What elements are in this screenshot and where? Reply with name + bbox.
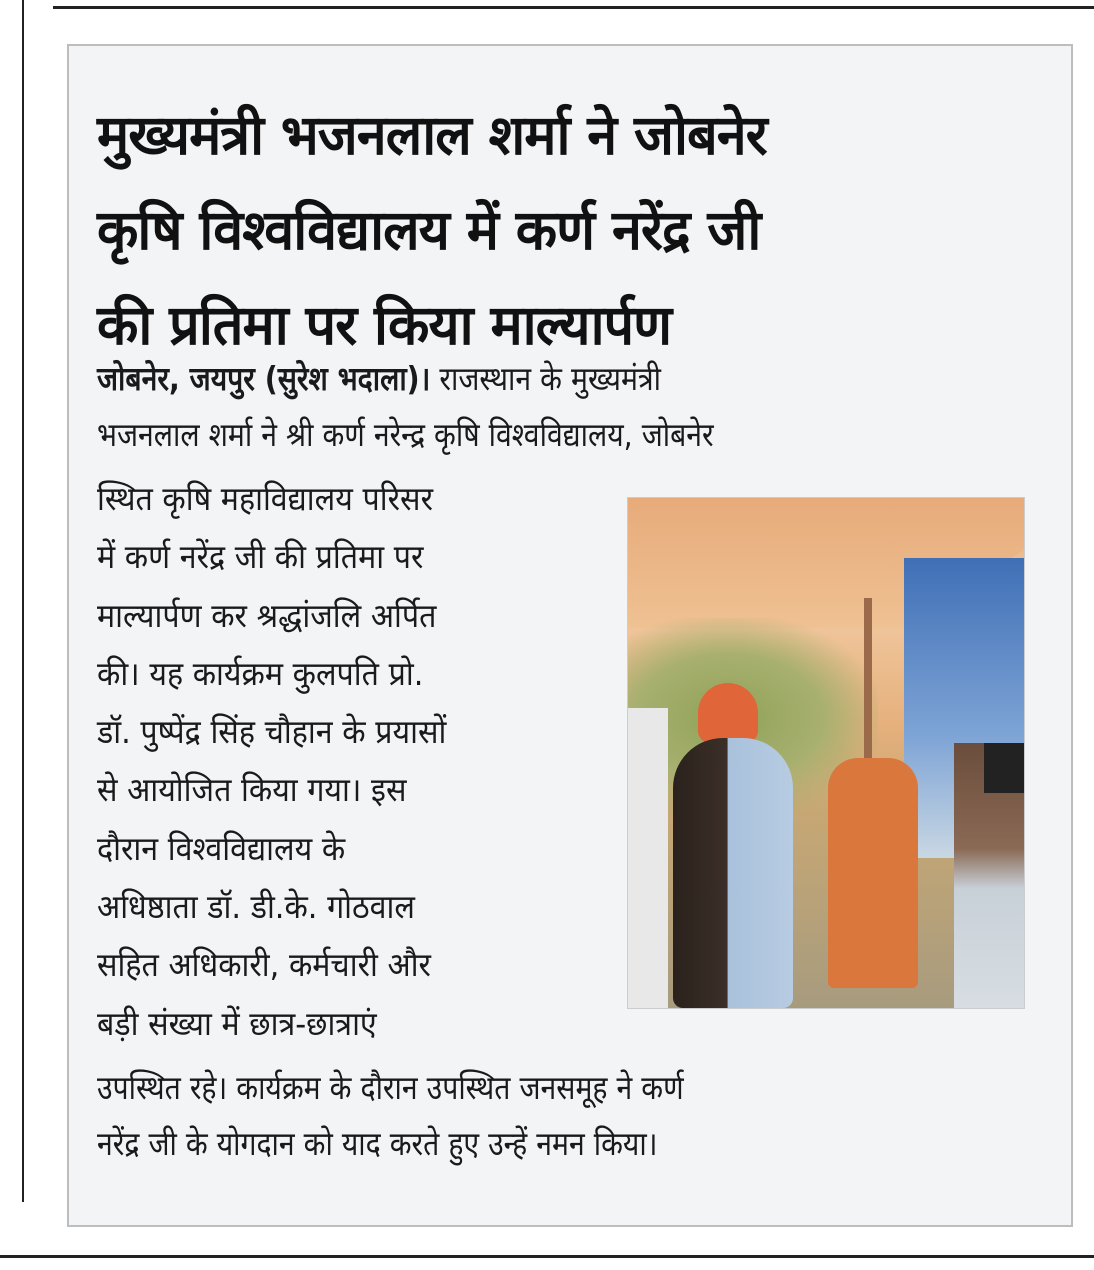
article-body-column	[97, 470, 602, 1053]
body-text: सहित अधिकारी, कर्मचारी और	[97, 945, 431, 985]
column-rule-bottom	[0, 1255, 1094, 1258]
intro-line: भजनलाल शर्मा ने श्री कर्ण नरेन्द्र कृषि विश्वविद्यालय, जोबनेर	[97, 415, 714, 454]
body-line	[97, 820, 601, 878]
body-text: दौरान विश्वविद्यालय के	[97, 828, 346, 868]
body-line	[97, 703, 601, 761]
body-line	[97, 528, 601, 586]
news-article	[67, 44, 1073, 1227]
body-text: में कर्ण नरेंद्र जी की प्रतिमा पर	[97, 537, 424, 577]
body-line	[97, 761, 601, 819]
article-intro	[97, 351, 1052, 463]
body-line	[97, 936, 601, 994]
outro-line: नरेंद्र जी के योगदान को याद करते हुए उन्हें नमन किया।	[97, 1124, 658, 1163]
statue-turban	[698, 683, 758, 743]
headline	[97, 88, 1057, 373]
person-left	[628, 708, 668, 1008]
body-line	[97, 645, 601, 703]
dateline: जोबनेर, जयपुर (सुरेश भदाला)।	[97, 359, 431, 398]
chief-minister-figure	[828, 758, 918, 988]
body-text: बड़ी संख्या में छात्र-छात्राएं	[97, 1003, 377, 1043]
body-line	[97, 878, 601, 936]
column-rule-left	[22, 0, 24, 1202]
headline-line: कृषि विश्वविद्यालय में कर्ण नरेंद्र जी	[97, 198, 761, 262]
outro-line: उपस्थित रहे। कार्यक्रम के दौरान उपस्थित जनसमूह ने कर्ण	[97, 1068, 684, 1107]
headline-line: की प्रतिमा पर किया माल्यार्पण	[97, 293, 672, 357]
headline-line: मुख्यमंत्री भजनलाल शर्मा ने जोबनेर	[97, 103, 767, 167]
body-text: की। यह कार्यक्रम कुलपति प्रो.	[97, 653, 424, 693]
body-text: से आयोजित किया गया। इस	[97, 770, 407, 810]
intro-line	[97, 351, 918, 407]
body-line	[97, 470, 601, 528]
student-figure	[673, 738, 793, 1008]
body-text: डॉ. पुष्पेंद्र सिंह चौहान के प्रयासों	[97, 712, 447, 752]
article-outro	[97, 1060, 1052, 1172]
body-line	[97, 587, 601, 645]
body-text: स्थित कृषि महाविद्यालय परिसर	[97, 479, 433, 518]
news-photo	[627, 497, 1025, 1009]
column-rule-top	[53, 6, 1094, 9]
intro-text: राजस्थान के मुख्यमंत्री	[430, 359, 662, 398]
camera-phone	[984, 743, 1024, 793]
body-text: अधिष्ठाता डॉ. डी.के. गोठवाल	[97, 887, 416, 927]
body-line	[97, 995, 601, 1053]
body-text: माल्यार्पण कर श्रद्धांजलि अर्पित	[97, 595, 437, 635]
